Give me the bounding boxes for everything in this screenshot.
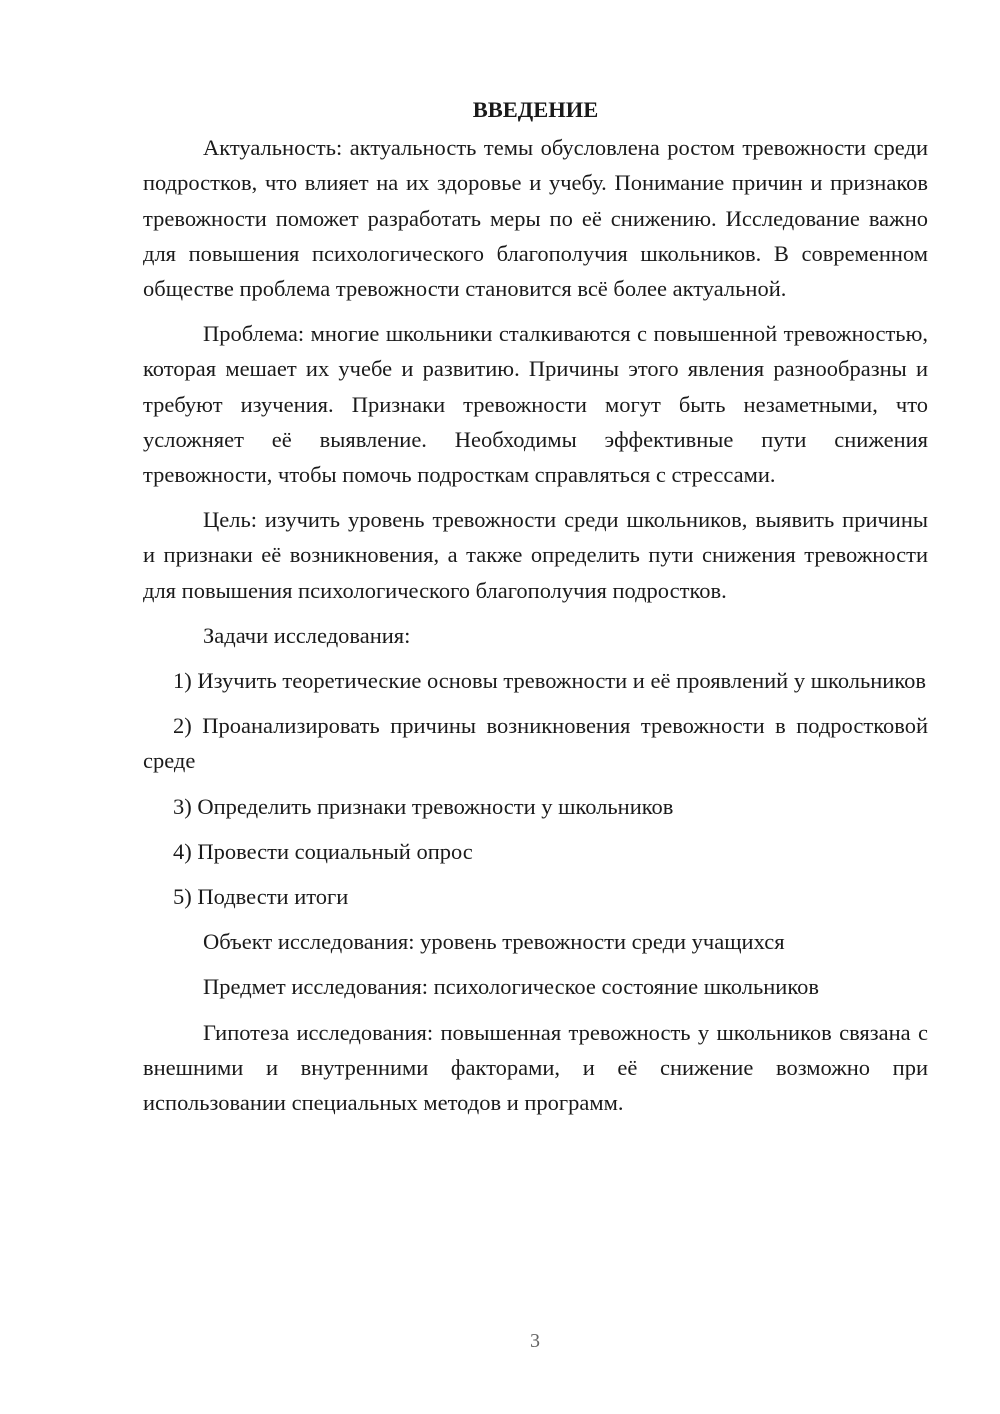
page-title: ВВЕДЕНИЕ xyxy=(472,97,599,122)
task-item-1: 1) Изучить теоретические основы тревожности и её проявлений у школьников xyxy=(173,668,927,694)
document-page xyxy=(143,92,928,1130)
page-number: 3 xyxy=(530,1330,540,1352)
research-hypothesis: Гипотеза исследования: повышенная тревожность у школьников связана с внешними и внутренними факторами, и её снижение возможно при использовании специальных методов и программ. xyxy=(143,1019,928,1116)
tasks-heading: Задачи исследования: xyxy=(203,622,411,648)
task-item-5: 5) Подвести итоги xyxy=(173,884,349,910)
research-subject: Предмет исследования: психологическое состояние школьников xyxy=(203,974,819,1000)
task-item-4: 4) Провести социальный опрос xyxy=(173,838,473,864)
paragraph-goal: Цель: изучить уровень тревожности среди школьников, выявить причины и признаки её возникновения, а также определить пути снижения тревожности для повышения психологического благополучия подростков. xyxy=(143,507,928,603)
task-item-2: 2) Проанализировать причины возникновения тревожности в подростковой среде xyxy=(143,713,928,774)
task-item-3: 3) Определить признаки тревожности у школьников xyxy=(173,793,674,819)
paragraph-relevance: Актуальность: актуальность темы обусловлена ростом тревожности среди подростков, что влияет на их здоровье и учебу. Понимание причин и признаков тревожности поможет разработать меры по её снижению. Исследование важно для повышения психологического благополучия школьников. В современном обществе проблема тревожности становится всё более актуальной. xyxy=(143,135,928,302)
research-object: Объект исследования: уровень тревожности среди учащихся xyxy=(203,929,785,955)
paragraph-problem: Проблема: многие школьники сталкиваются с повышенной тревожностью, которая мешает их учебе и развитию. Причины этого явления разнообразны и требуют изучения. Признаки тревожности могут быть незаметными, что усложняет её выявление. Необходимы эффективные пути снижения тревожности, чтобы помочь подросткам справляться с стрессами. xyxy=(143,321,928,488)
